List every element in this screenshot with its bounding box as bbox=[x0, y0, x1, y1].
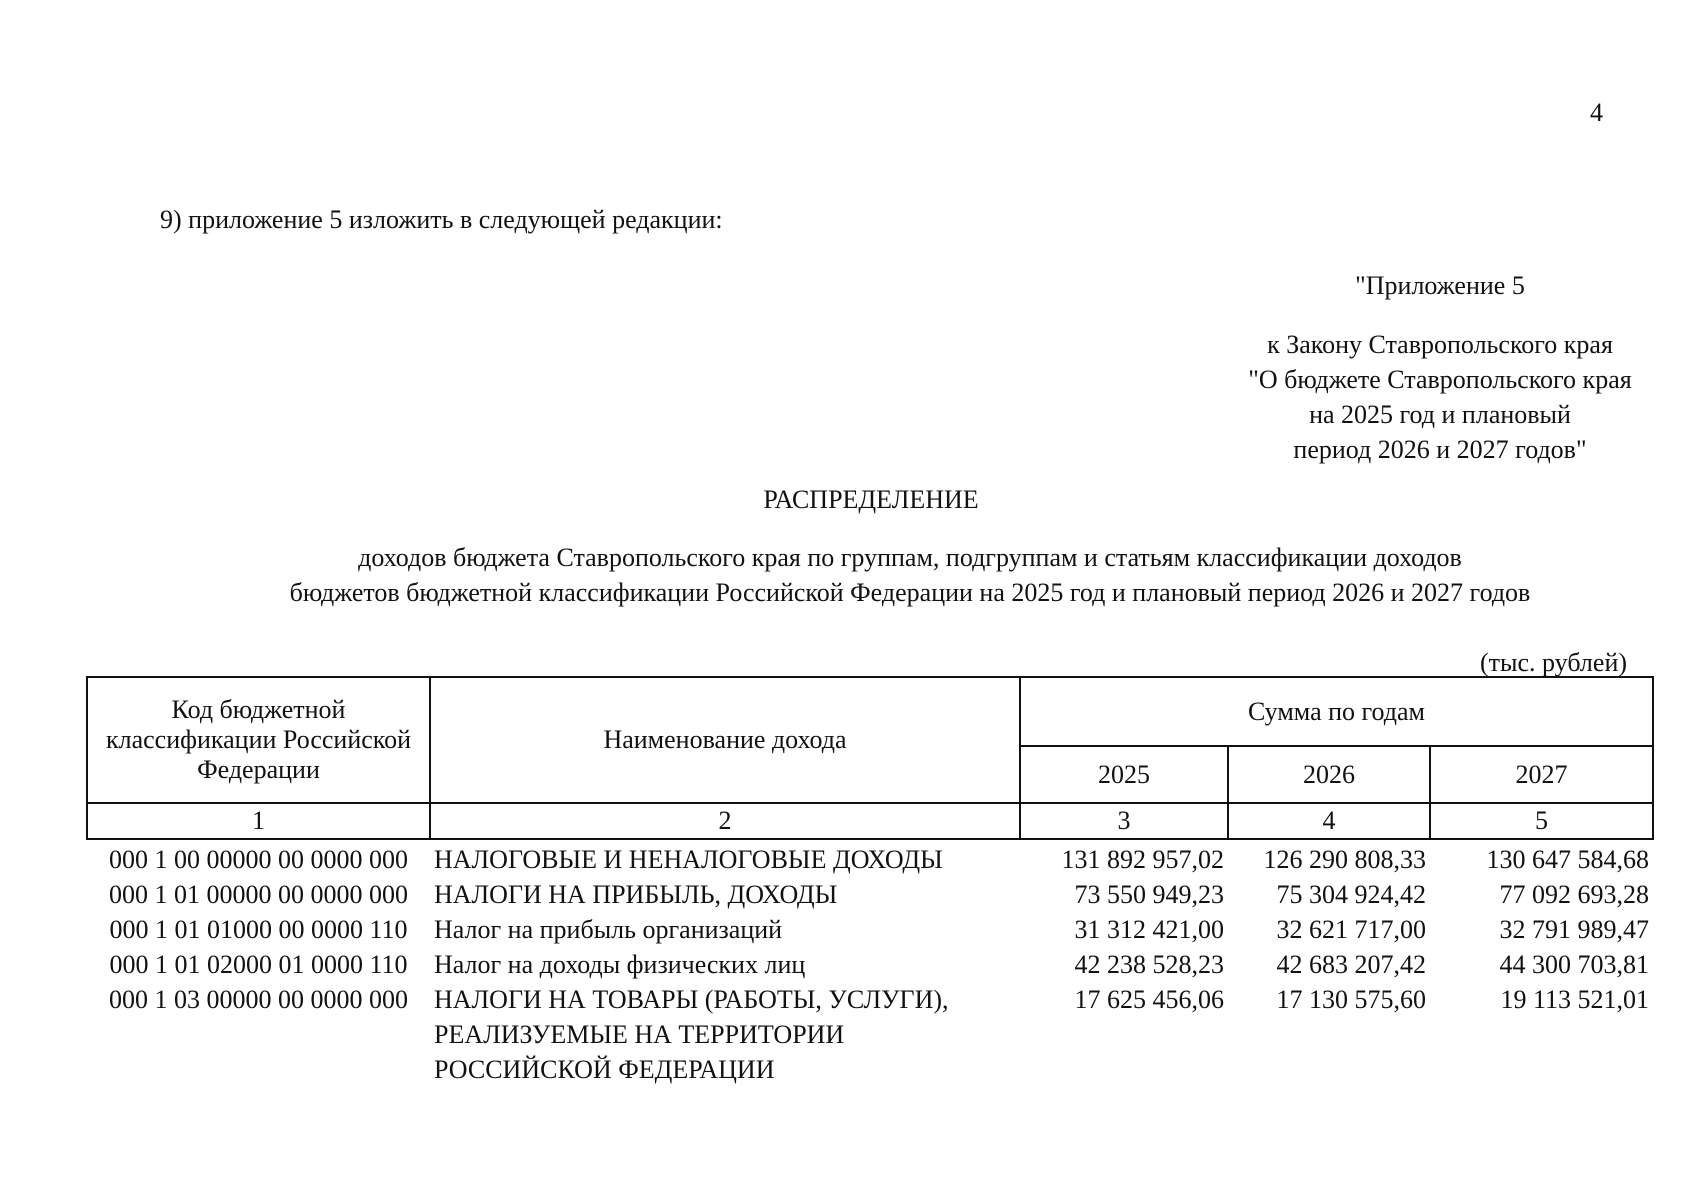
row-name: НАЛОГОВЫЕ И НЕНАЛОГОВЫЕ ДОХОДЫ bbox=[434, 845, 943, 874]
table-row bbox=[87, 947, 1653, 982]
row-code: 000 1 00 00000 00 0000 000 bbox=[109, 845, 408, 874]
document-subheading bbox=[160, 540, 1660, 610]
row-amount-2026: 126 290 808,33 bbox=[1263, 845, 1426, 874]
row-name: НАЛОГИ НА ПРИБЫЛЬ, ДОХОДЫ bbox=[434, 880, 838, 909]
row-amount-2026: 75 304 924,42 bbox=[1276, 880, 1426, 909]
header-code: Код бюджетной классификации Российской Федерации bbox=[87, 677, 430, 803]
row-amount-2027: 130 647 584,68 bbox=[1486, 845, 1649, 874]
column-number: 4 bbox=[1228, 803, 1430, 839]
column-number: 5 bbox=[1430, 803, 1653, 839]
units-label: (тыс. рублей) bbox=[1480, 648, 1628, 677]
row-name: Налог на прибыль организаций bbox=[434, 915, 783, 944]
header-year-2027: 2027 bbox=[1430, 746, 1653, 803]
row-code: 000 1 03 00000 00 0000 000 bbox=[109, 985, 408, 1014]
column-number: 3 bbox=[1020, 803, 1228, 839]
row-amount-2027: 19 113 521,01 bbox=[1500, 985, 1649, 1014]
appendix-line-3: на 2025 год и плановый bbox=[1309, 400, 1571, 429]
row-amount-2026: 32 621 717,00 bbox=[1276, 915, 1426, 944]
row-code: 000 1 01 00000 00 0000 000 bbox=[109, 880, 408, 909]
header-year-2025: 2025 bbox=[1020, 746, 1228, 803]
subheading-line-2: бюджетов бюджетной классификации Российской Федерации на 2025 год и плановый период 2026 и 2027 годов bbox=[289, 578, 1531, 607]
row-amount-2026: 17 130 575,60 bbox=[1276, 985, 1426, 1014]
header-year-2026: 2026 bbox=[1228, 746, 1430, 803]
row-amount-2027: 77 092 693,28 bbox=[1499, 880, 1649, 909]
row-amount-2025: 17 625 456,06 bbox=[1074, 985, 1224, 1014]
row-amount-2025: 31 312 421,00 bbox=[1074, 915, 1224, 944]
row-amount-2025: 42 238 528,23 bbox=[1074, 950, 1224, 979]
table-row bbox=[87, 982, 1653, 1087]
appendix-title: "Приложение 5 bbox=[1355, 271, 1525, 300]
appendix-line-1: к Закону Ставропольского края bbox=[1267, 330, 1613, 359]
row-name: Налог на доходы физических лиц bbox=[434, 950, 806, 979]
revenue-table bbox=[86, 676, 1654, 1087]
table-row bbox=[87, 912, 1653, 947]
row-amount-2027: 44 300 703,81 bbox=[1499, 950, 1649, 979]
document-heading: РАСПРЕДЕЛЕНИЕ bbox=[763, 485, 979, 514]
appendix-line-2: "О бюджете Ставропольского края bbox=[1248, 365, 1632, 394]
appendix-line-4: период 2026 и 2027 годов" bbox=[1293, 435, 1587, 464]
row-amount-2025: 131 892 957,02 bbox=[1061, 845, 1224, 874]
header-name: Наименование дохода bbox=[430, 677, 1020, 803]
row-amount-2027: 32 791 989,47 bbox=[1499, 915, 1649, 944]
column-number: 1 bbox=[87, 803, 430, 839]
row-amount-2025: 73 550 949,23 bbox=[1074, 880, 1224, 909]
table-row bbox=[87, 839, 1653, 877]
row-name: НАЛОГИ НА ТОВАРЫ (РАБОТЫ, УСЛУГИ), РЕАЛИЗУЕМЫЕ НА ТЕРРИТОРИИ РОССИЙСКОЙ ФЕДЕРАЦИИ bbox=[434, 985, 949, 1084]
header-sum-by-years: Сумма по годам bbox=[1020, 677, 1653, 746]
page-number: 4 bbox=[1590, 98, 1603, 127]
table-row bbox=[87, 877, 1653, 912]
intro-text: 9) приложение 5 изложить в следующей редакции: bbox=[160, 205, 723, 234]
row-code: 000 1 01 01000 00 0000 110 bbox=[109, 915, 408, 944]
subheading-line-1: доходов бюджета Ставропольского края по группам, подгруппам и статьям классификации доходов bbox=[358, 543, 1462, 572]
column-number: 2 bbox=[430, 803, 1020, 839]
appendix-block bbox=[1230, 268, 1650, 467]
row-code: 000 1 01 02000 01 0000 110 bbox=[109, 950, 408, 979]
row-amount-2026: 42 683 207,42 bbox=[1276, 950, 1426, 979]
